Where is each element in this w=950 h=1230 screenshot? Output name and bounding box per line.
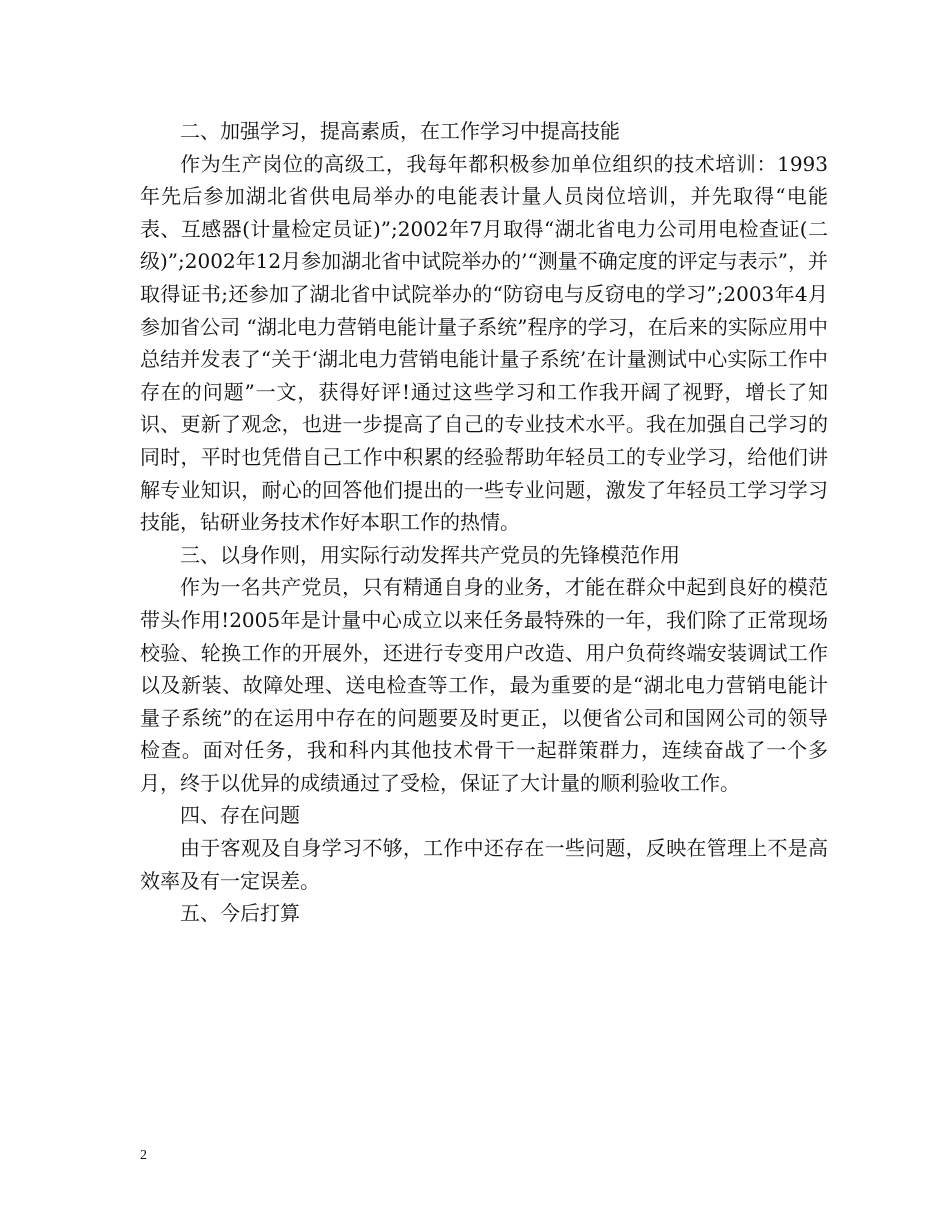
section-heading-5: 五、今后打算 bbox=[180, 901, 300, 926]
section-heading-2: 二、加强学习，提高素质，在工作学习中提高技能 bbox=[180, 119, 620, 143]
body-paragraph-training: 作为生产岗位的高级工，我每年都积极参加单位组织的技术培训：1993年先后参加湖北省供电局举办的电能表计量人员岗位培训，并先取得“电能表、互感器(计量检定员证)”;2002年7月取得“湖北省电力公司用电检查证(二级)”;2002年12月参加湖北省中试院举办的’“测量不确定度的评定与表示”，并取得证书;还参加了湖北省中试院举办的“防窃电与反窃电的学习”;2003年4月参加省公司 “湖北电力营销电能计量子系统”程序的学习，在后来的实际应用中总结并发表了“关于‘湖北电力营销电能计量子系统’在计量测试中心实际工作中存在的问题”一文，获得好评!通过这些学习和工作我开阔了视野，增长了知识、更新了观念，也进一步提高了自己的专业技术水平。我在加强自己学习的同时，平时也凭借自己工作中积累的经验帮助年轻员工的专业学习，给他们讲解专业知识，耐心的回答他们提出的一些专业问题，激发了年轻员工学习学习技能，钻研业务技术作好本职工作的热情。 bbox=[140, 151, 828, 535]
body-paragraph-party-member: 作为一名共产党员，只有精通自身的业务，才能在群众中起到良好的模范带头作用!2005年是计量中心成立以来任务最特殊的一年，我们除了正常现场校验、轮换工作的开展外，还进行专变用户改造、用户负荷终端安装调试工作以及新装、故障处理、送电检查等工作，最为重要的是“湖北电力营销电能计量子系统”的在运用中存在的问题要及时更正，以便省公司和国网公司的领导检查。面对任务，我和科内其他技术骨干一起群策群力，连续奋战了一个多月，终于以优异的成绩通过了受检，保证了大计量的顺利验收工作。 bbox=[140, 575, 828, 795]
page-number: 2 bbox=[140, 1148, 147, 1163]
section-heading-4: 四、存在问题 bbox=[180, 803, 300, 828]
document-body bbox=[140, 115, 828, 930]
body-paragraph-problems: 由于客观及自身学习不够，工作中还存在一些问题，反映在管理上不是高效率及有一定误差。 bbox=[140, 836, 828, 893]
section-heading-3: 三、以身作则，用实际行动发挥共产党员的先锋模范作用 bbox=[180, 542, 680, 567]
